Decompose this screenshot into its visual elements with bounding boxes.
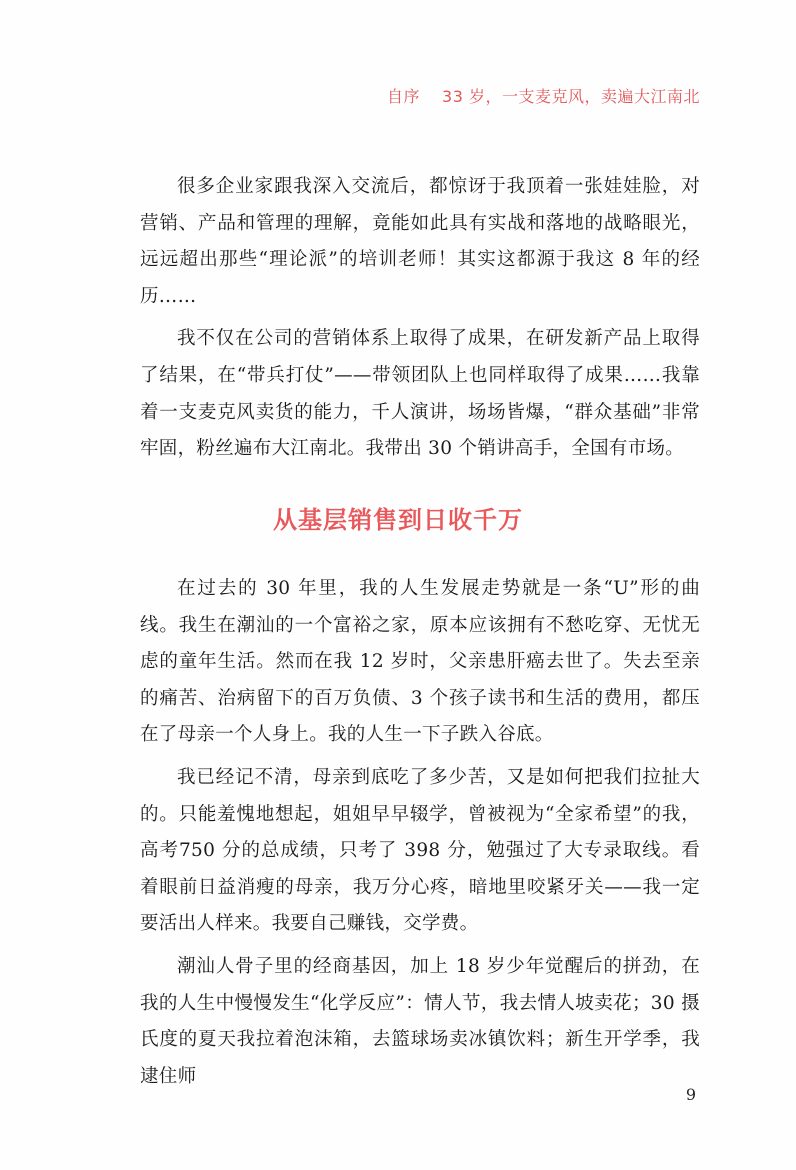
section-text bbox=[140, 571, 700, 1095]
running-head-section: 自序 bbox=[387, 87, 421, 106]
page-number: 9 bbox=[685, 1085, 696, 1104]
running-head bbox=[387, 84, 700, 107]
section-heading: 从基层销售到日收千万 bbox=[273, 506, 523, 534]
paragraph: 在过去的 30 年里，我的人生发展走势就是一条“U”形的曲线。我生在潮汕的一个富裕之家，原本应该拥有不愁吃穿、无忧无虑的童年生活。然而在我 12 岁时，父亲患肝癌去世了。失去至亲的痛苦、治病留下的百万负债、3 个孩子读书和生活的费用，都压在了母亲一个人身上。我的人生一下子跌入谷底。 bbox=[140, 578, 700, 746]
paragraph: 我不仅在公司的营销体系上取得了成果，在研发新产品上取得了结果，在“带兵打仗”——带领团队上也同样取得了成果……我靠着一支麦克风卖货的能力，千人演讲，场场皆爆，“群众基础”非常牢固，粉丝遍布大江南北。我带出 30 个销讲高手，全国有市场。 bbox=[140, 328, 700, 460]
paragraph: 潮汕人骨子里的经商基因，加上 18 岁少年觉醒后的拼劲，在我的人生中慢慢发生“化学反应”：情人节，我去情人坡卖花；30 摄氏度的夏天我拉着泡沫箱，去篮球场卖冰镇饮料；新生开学季，我逮住师 bbox=[140, 955, 700, 1087]
intro-text bbox=[140, 169, 700, 468]
paragraph: 我已经记不清，母亲到底吃了多少苦，又是如何把我们拉扯大的。只能羞愧地想起，姐姐早早辍学，曾被视为“全家希望”的我，高考750 分的总成绩，只考了 398 分，勉强过了大专录取线。看着眼前日益消瘦的母亲，我万分心疼，暗地里咬紧牙关——我一定要活出人样来。我要自己赚钱，交学费。 bbox=[140, 766, 700, 935]
running-head-title: 33 岁，一支麦克风，卖遍大江南北 bbox=[442, 87, 700, 106]
paragraph: 很多企业家跟我深入交流后，都惊讶于我顶着一张娃娃脸，对营销、产品和管理的理解，竟能如此具有实战和落地的战略眼光，远远超出那些“理论派”的培训老师！其实这都源于我这 8 年的经历…… bbox=[140, 176, 700, 307]
